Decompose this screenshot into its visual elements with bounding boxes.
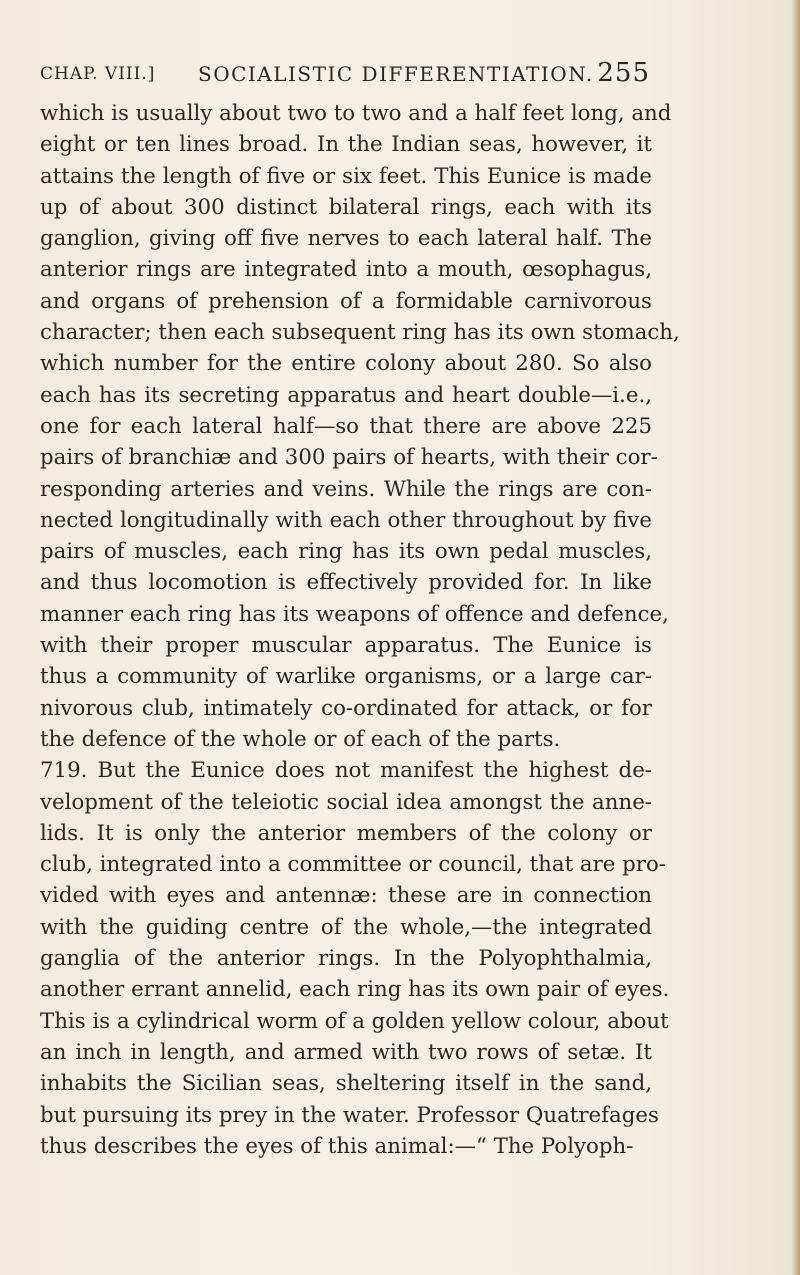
text-line: attains the length of five or six feet. This Eunice is made bbox=[40, 163, 652, 189]
text-line: with their proper muscular apparatus. The Eunice is bbox=[40, 633, 652, 659]
text-line: vided with eyes and antennæ: these are in connection bbox=[40, 883, 652, 909]
text-line: club, integrated into a committee or council, that are pro- bbox=[40, 852, 667, 878]
page-number: 255 bbox=[597, 58, 650, 88]
body-text bbox=[40, 98, 680, 1162]
text-line: nected longitudinally with each other throughout by five bbox=[40, 507, 652, 533]
text-line: and thus locomotion is effectively provided for. In like bbox=[40, 570, 652, 596]
text-line: which number for the entire colony about 280. So also bbox=[40, 351, 652, 377]
chapter-title: SOCIALISTIC DIFFERENTIATION. bbox=[198, 62, 594, 86]
text-line: inhabits the Sicilian seas, sheltering itself in the sand, bbox=[40, 1071, 652, 1097]
text-line: pairs of branchiæ and 300 pairs of hearts, with their cor- bbox=[40, 445, 658, 471]
text-line: an inch in length, and armed with two rows of setæ. It bbox=[40, 1039, 652, 1065]
text-line: ganglion, giving off five nerves to each lateral half. The bbox=[40, 226, 652, 252]
text-line: and organs of prehension of a formidable carnivorous bbox=[40, 288, 652, 314]
text-line: character; then each subsequent ring has its own stomach, bbox=[40, 320, 680, 346]
text-line: anterior rings are integrated into a mouth, œsophagus, bbox=[40, 257, 652, 283]
running-header bbox=[40, 58, 650, 90]
text-line: each has its secreting apparatus and heart double—i.e., bbox=[40, 382, 652, 408]
chapter-label: CHAP. VIII.] bbox=[40, 64, 156, 84]
text-line: the defence of the whole or of each of the parts. bbox=[40, 726, 561, 752]
text-line: up of about 300 distinct bilateral rings, each with its bbox=[40, 194, 652, 220]
text-line: thus describes the eyes of this animal:—“ The Polyoph- bbox=[40, 1133, 634, 1159]
page-edge bbox=[792, 0, 800, 1275]
text-line: thus a community of warlike organisms, or a large car- bbox=[40, 664, 652, 690]
text-line: which is usually about two to two and a half feet long, and bbox=[40, 101, 672, 126]
text-line: with the guiding centre of the whole,—the integrated bbox=[40, 914, 652, 940]
text-line: This is a cylindrical worm of a golden yellow colour, about bbox=[40, 1008, 669, 1034]
text-line: manner each ring has its weapons of offence and defence, bbox=[40, 601, 669, 627]
text-line: one for each lateral half—so that there are above 225 bbox=[40, 413, 652, 439]
text-line: velopment of the teleiotic social idea amongst the anne- bbox=[40, 789, 652, 815]
text-line: responding arteries and veins. While the rings are con- bbox=[40, 476, 652, 502]
text-line: another errant annelid, each ring has its own pair of eyes. bbox=[40, 977, 670, 1003]
text-line: lids. It is only the anterior members of the colony or bbox=[40, 820, 652, 846]
text-line: 719. But the Eunice does not manifest the highest de- bbox=[40, 758, 652, 784]
text-line: eight or ten lines broad. In the Indian seas, however, it bbox=[40, 132, 652, 158]
text-line: ganglia of the anterior rings. In the Polyophthalmia, bbox=[40, 946, 652, 972]
text-line: but pursuing its prey in the water. Professor Quatrefages bbox=[40, 1102, 659, 1128]
text-line: nivorous club, intimately co-ordinated for attack, or for bbox=[40, 695, 652, 721]
text-line: pairs of muscles, each ring has its own pedal muscles, bbox=[40, 539, 652, 565]
